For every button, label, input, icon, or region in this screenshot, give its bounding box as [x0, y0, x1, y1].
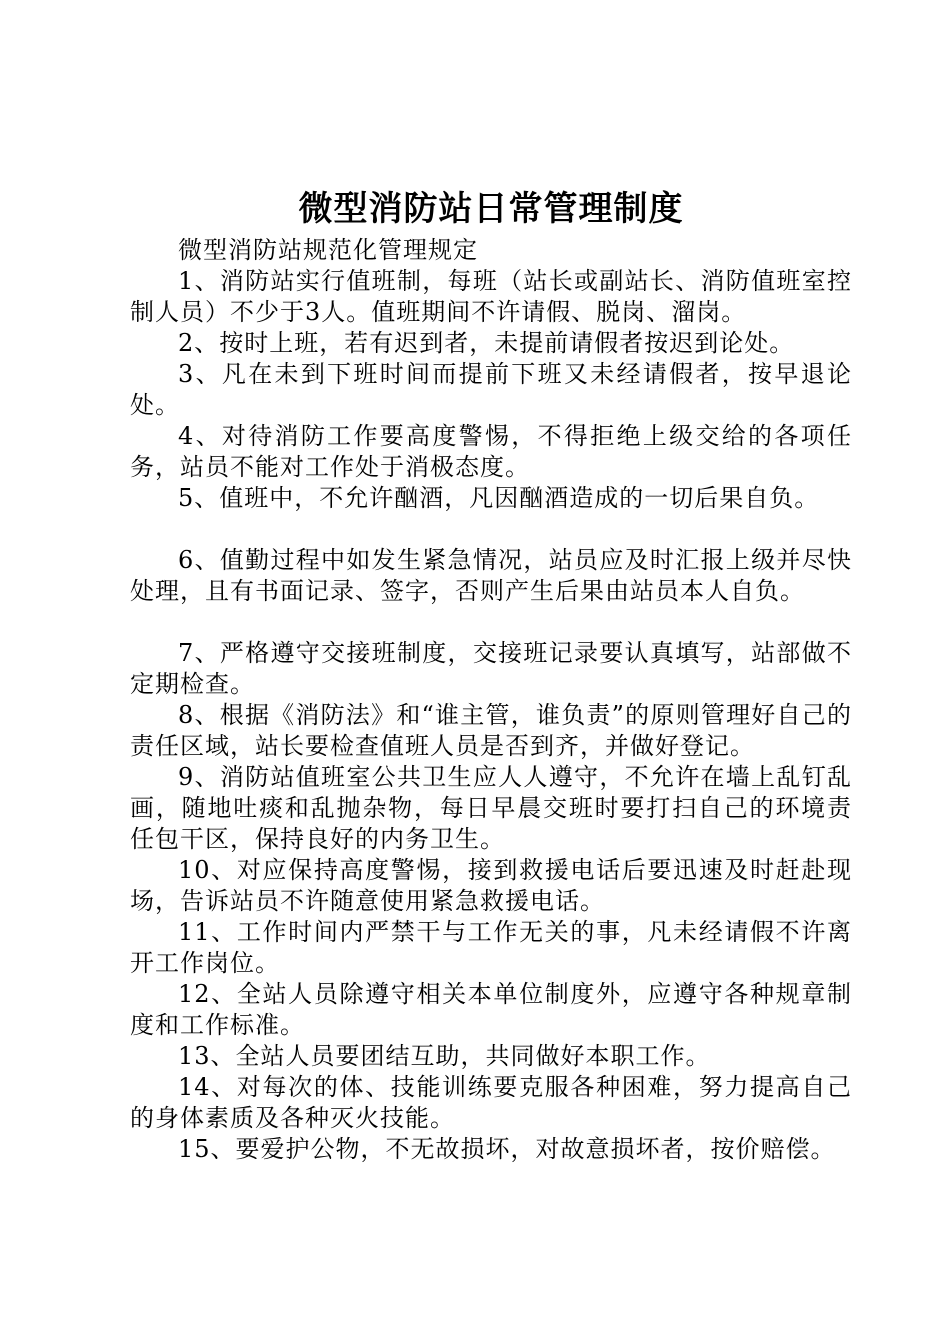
- rule-item-6: 6、值勤过程中如发生紧急情况，站员应及时汇报上级并尽快处理，且有书面记录、签字，否则产生后果由站员本人自负。: [130, 546, 852, 605]
- document-page: [130, 185, 852, 1165]
- rule-item-11: 11、工作时间内严禁干与工作无关的事，凡未经请假不许离开工作岗位。: [130, 918, 852, 977]
- document-subtitle: 微型消防站规范化管理规定: [178, 236, 478, 264]
- rule-item-9: 9、消防站值班室公共卫生应人人遵守，不允许在墙上乱钉乱画，随地吐痰和乱抛杂物，每日早晨交班时要打扫自己的环境责任包干区，保持良好的内务卫生。: [130, 763, 852, 853]
- rule-item-7: 7、严格遵守交接班制度，交接班记录要认真填写，站部做不定期检查。: [130, 639, 852, 698]
- rule-item-2: 2、按时上班，若有迟到者，未提前请假者按迟到论处。: [178, 329, 795, 357]
- rule-item-3: 3、凡在未到下班时间而提前下班又未经请假者，按早退论处。: [130, 360, 852, 419]
- rule-item-1: 1、消防站实行值班制，每班（站长或副站长、消防值班室控制人员）不少于3人。值班期间不许请假、脱岗、溜岗。: [130, 267, 852, 326]
- rule-item-8: 8、根据《消防法》和“谁主管，谁负责”的原则管理好自己的责任区域，站长要检查值班人员是否到齐，并做好登记。: [130, 701, 852, 760]
- rule-item-4: 4、对待消防工作要高度警惕，不得拒绝上级交给的各项任务，站员不能对工作处于消极态度。: [130, 422, 852, 481]
- rule-item-12: 12、全站人员除遵守相关本单位制度外，应遵守各种规章制度和工作标准。: [130, 980, 852, 1039]
- document-title: 微型消防站日常管理制度: [298, 189, 684, 229]
- rule-item-13: 13、全站人员要团结互助，共同做好本职工作。: [178, 1042, 711, 1070]
- rule-item-15: 15、要爱护公物，不无故损坏，对故意损坏者，按价赔偿。: [178, 1135, 836, 1163]
- rule-item-5: 5、值班中，不允许酗酒，凡因酗酒造成的一切后果自负。: [178, 484, 820, 512]
- rule-item-14: 14、对每次的体、技能训练要克服各种困难，努力提高自己的身体素质及各种灭火技能。: [130, 1073, 852, 1132]
- rule-item-10: 10、对应保持高度警惕，接到救援电话后要迅速及时赶赴现场，告诉站员不许随意使用紧急救援电话。: [130, 856, 852, 915]
